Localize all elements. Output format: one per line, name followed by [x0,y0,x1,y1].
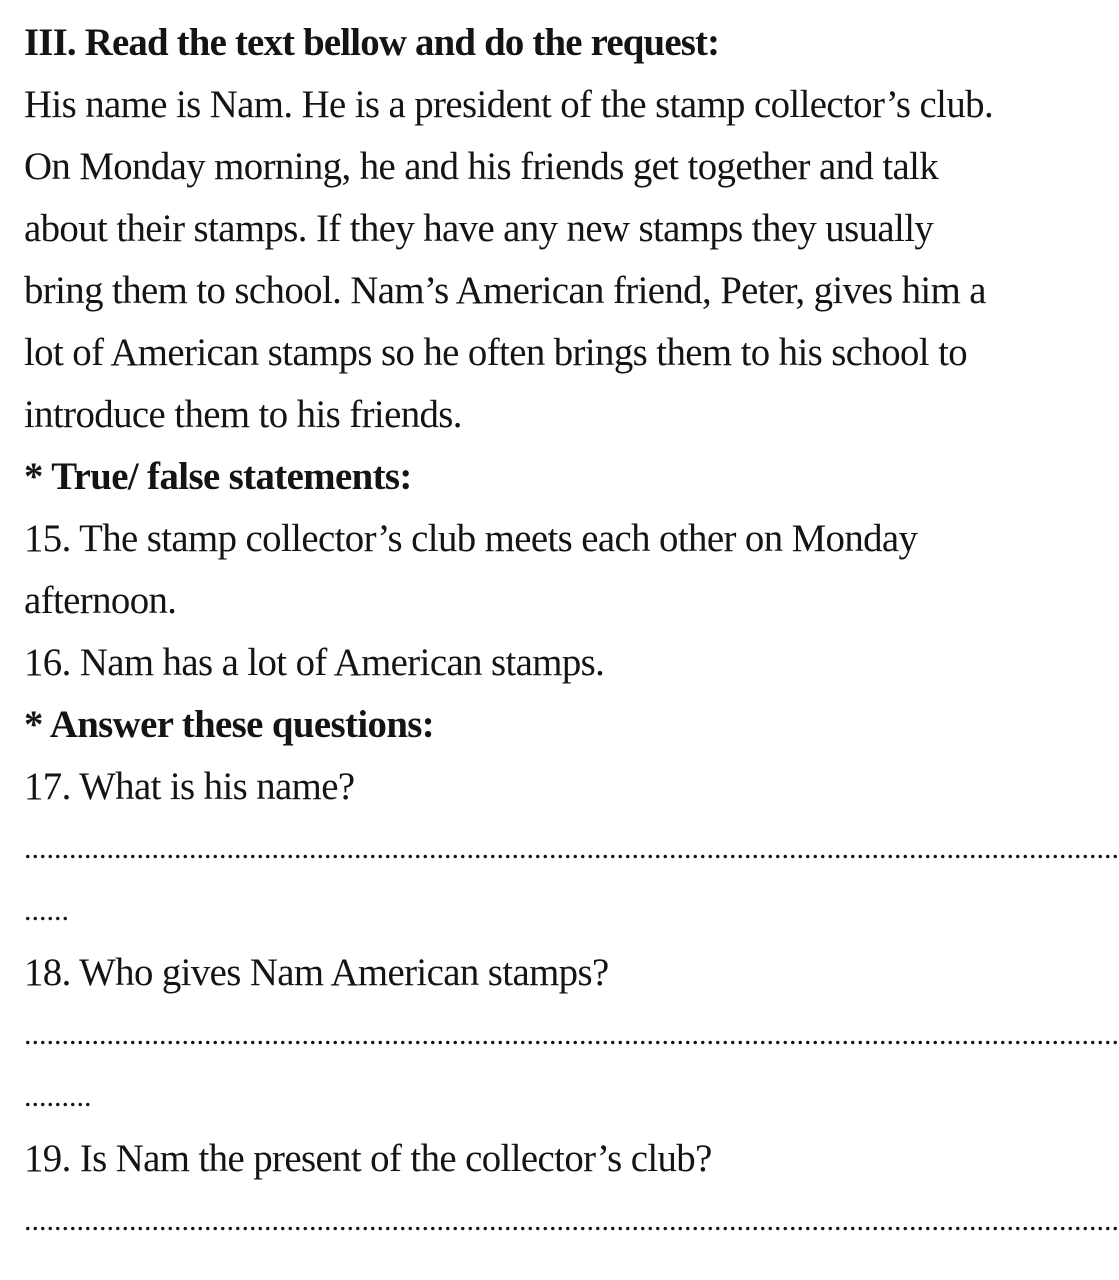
answer-18-line[interactable]: .................................................................................................................................................. [24,1018,1119,1051]
true-false-section [24,446,1004,694]
passage-line: bring them to school. Nam’s American friend, Peter, gives him a [24,269,986,312]
passage-line: lot of American stamps so he often brings them to his school to [24,331,968,374]
questions-heading: * Answer these questions: [24,703,435,746]
passage-line: introduce them to his friends. [24,393,462,436]
passage-line: His name is Nam. He is a president of the stamp collector’s club. [24,83,994,126]
answer-17-line[interactable]: .................................................................................................................................................. [24,832,1119,865]
question-18: 18. Who gives Nam American stamps? [24,951,609,994]
questions-section [24,694,1119,1252]
statement-15-continued: afternoon. [24,579,177,622]
passage-line: On Monday morning, he and his friends get together and talk [24,145,939,188]
question-19: 19. Is Nam the present of the collector’s club? [24,1137,712,1180]
answer-19-line[interactable]: .................................................................................................................................................. [24,1204,1119,1237]
section-title: III. Read the text bellow and do the request: [24,21,720,64]
answer-17-tail[interactable]: ...... [24,894,69,927]
statement-16: 16. Nam has a lot of American stamps. [24,641,605,684]
answer-18-tail[interactable]: ......... [24,1080,92,1113]
true-false-heading: * True/ false statements: [24,455,412,498]
question-17: 17. What is his name? [24,765,355,808]
worksheet-page [24,12,1119,1252]
reading-passage [24,74,1004,446]
passage-line: about their stamps. If they have any new stamps they usually [24,207,934,250]
statement-15: 15. The stamp collector’s club meets each other on Monday [24,517,918,560]
